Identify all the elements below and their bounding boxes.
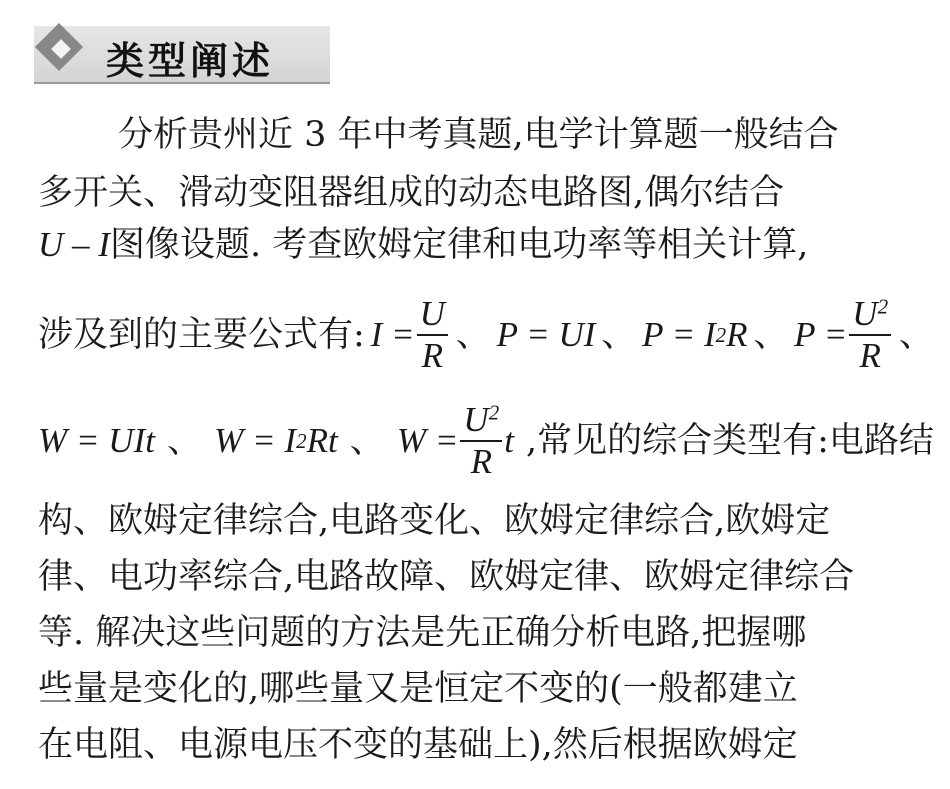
paragraph-line-4 [38,290,934,380]
paragraph-line-9: 些量是变化的,哪些量又是恒定不变的(一般都建立 [38,669,798,709]
paragraph-line-10: 在电阻、电源电压不变的基础上),然后根据欧姆定 [38,725,798,765]
paragraph-line-1: 分析贵州近 3 年中考真题,电学计算题一般结合 [118,115,839,155]
formula-w-i2rt: W = I 2 Rt [214,421,338,460]
formula-w-uit: W = UIt [38,421,155,460]
line-3-text: 图像设题. 考查欧姆定律和电功率等相关计算, [109,225,809,265]
separator: 、 [349,421,385,461]
formula-ohms-law: I = $\frac{U}{R}$ [371,294,450,376]
paragraph-line-8: 等. 解决这些问题的方法是先正确分析电路,把握哪 [38,613,807,653]
fraction-u2-over-r: $\frac{U^2}{R}$ [460,400,502,482]
line-4-text: 涉及到的主要公式有: [38,315,365,355]
formula-p-ui: P = UI [496,315,596,354]
ui-label: U – I [38,225,110,264]
separator: 、 [753,315,789,355]
separator: 、 [898,315,934,355]
fraction-u-over-r: $\frac{U}{R}$ [417,294,448,376]
fraction-u2-over-r: $\frac{U^2}{R}$ [849,294,891,376]
paragraph-line-3 [38,224,934,266]
separator: 、 [455,315,491,355]
line-5-text: ,常见的综合类型有:电路结 [526,421,934,461]
paragraph-line-2: 多开关、滑动变阻器组成的动态电路图,偶尔结合 [38,173,785,213]
paragraph-line-7: 律、电功率综合,电路故障、欧姆定律、欧姆定律综合 [38,557,855,597]
separator: 、 [601,315,637,355]
paragraph-line-6: 构、欧姆定律综合,电路变化、欧姆定律综合,欧姆定 [38,501,831,541]
formula-w-u2t-over-r: W = $\frac{U^2}{R}$ t [396,400,514,481]
section-title: 类型阐述 [106,39,275,83]
paragraph-line-5 [38,396,934,486]
formula-p-u2-over-r: P = $\frac{U^2}{R}$ [794,294,893,376]
separator: 、 [167,421,203,461]
formula-p-i2r: P = I 2 R [642,315,748,354]
